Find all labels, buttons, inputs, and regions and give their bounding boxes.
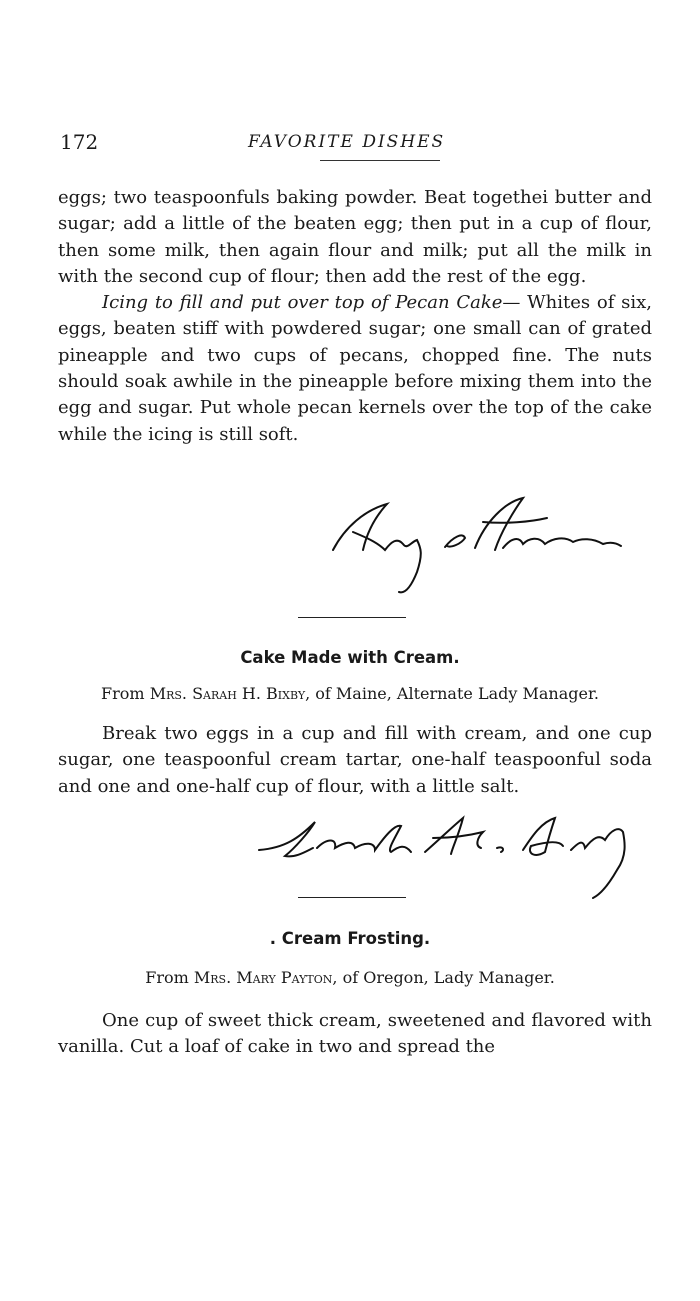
header-rule [320,160,440,161]
recipe-title: . Cream Frosting. [269,929,431,948]
recipe-paragraph: eggs; two teaspoonfuls baking powder. Beat togethei butter and sugar; add a little of the beaten egg; then put in a cup of flour, then some milk, then again flour and milk; put all the milk in with the second cup of flour; then add the rest of the egg. [58,187,652,287]
contributor-location: of Maine, Alternate Lady Manager. [315,684,599,703]
byline-from: From [145,968,189,987]
contributor-location: of Oregon, Lady Manager. [342,968,555,987]
icing-text: Whites of six, eggs, beaten stiff with powdered sugar; one small can of grated pineapple and two cups of pecans, chopped fine. The nuts should soak awhile in the pineapple before mixing them into the egg and sugar. Put whole pecan kernels over the top of the cake while the icing is still soft. [58,292,652,445]
signature-sarah-bixby [255,808,645,903]
recipe-byline [0,684,700,703]
recipe-continuation [58,185,652,448]
icing-paragraph [58,290,652,448]
byline-from: From [101,684,145,703]
recipe-byline [0,968,700,987]
recipe-paragraph: One cup of sweet thick cream, sweetened and flavored with vanilla. Cut a loaf of cake in two and spread the [58,1010,652,1058]
signature-mary-thomson [325,492,625,602]
icing-title: Icing to fill and put over top of Pecan Cake [102,292,503,314]
recipe-body [58,1008,652,1061]
page-number: 172 [60,130,99,154]
contributor-name: Mrs. Sarah H. Bixby, [149,684,311,703]
section-rule [298,897,406,898]
recipe-title: Cake Made with Cream. [240,648,460,667]
icing-dash: — [502,292,521,314]
contributor-name: Mrs. Mary Payton, [193,968,338,987]
recipe-body [58,721,652,800]
running-title: FAVORITE DISHES [248,132,446,152]
section-rule [298,617,406,618]
recipe-paragraph: Break two eggs in a cup and fill with cream, and one cup sugar, one teaspoonful cream tartar, one-half teaspoonful soda and one and one-half cup of flour, with a little salt. [58,723,652,797]
